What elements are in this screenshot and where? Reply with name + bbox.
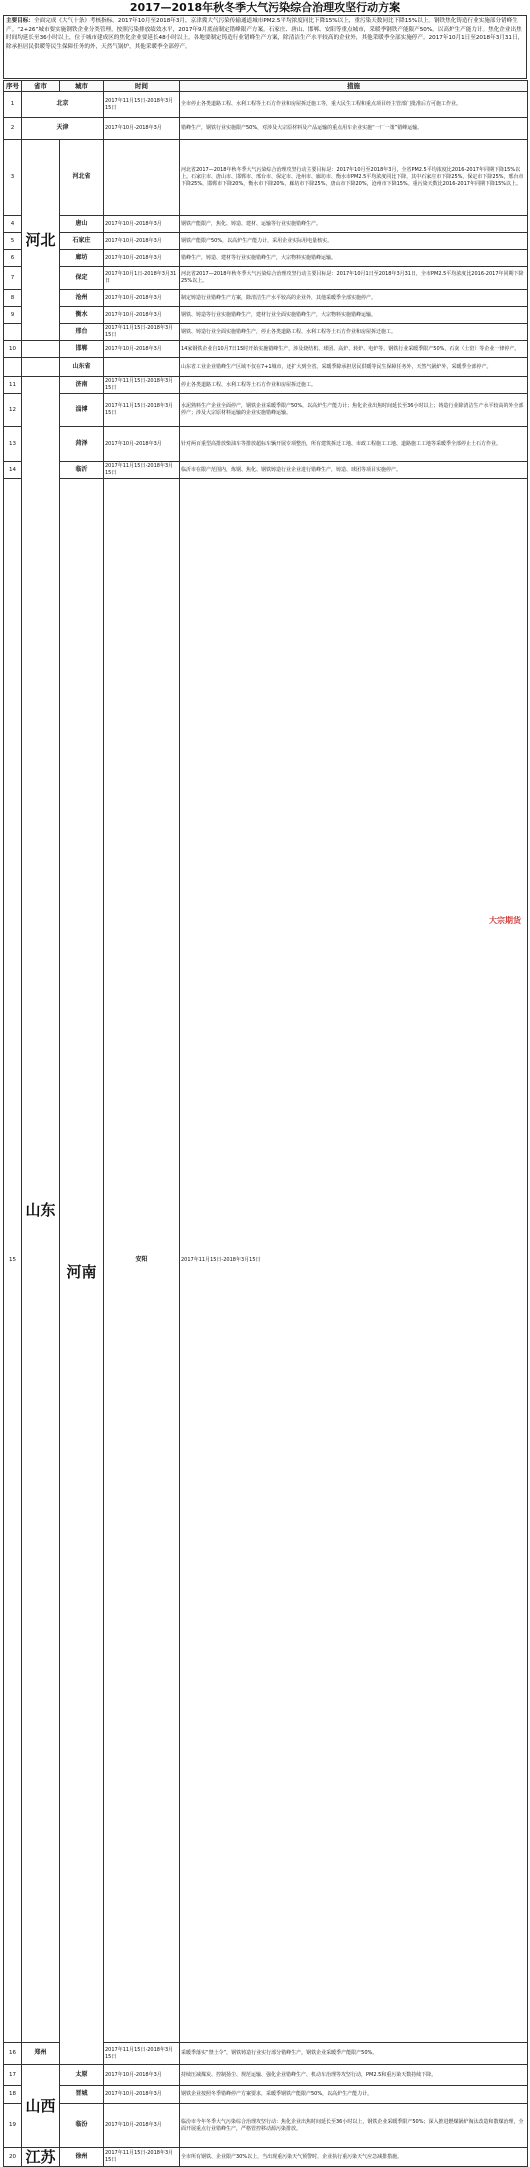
row-measures: 山东省工业企业错峰生产区域不仅在7+1城市，还扩大到全省。采暖季除承担居民供暖等民生保障任务外，天然气锅炉外，采暖季全部停产。 xyxy=(180,358,528,377)
row-measures: 14家钢铁企业自10月7日15时开始实施错峰生产，涉及烧结机、球团、高炉、转炉、电炉等，钢铁行业采暖季限产50%，石灰（土窑）等企业一律停产。 xyxy=(180,341,528,358)
row-city: 河北省 xyxy=(60,140,104,216)
row-measures: 错峰生产，钢铁行业实施限产50%，对涉及大宗原材料及产品运输的重点用车企业实施“一厂一策”错峰运输。 xyxy=(180,118,528,140)
row-time xyxy=(104,358,180,377)
row-time xyxy=(104,140,180,216)
row-province: 山东 xyxy=(22,377,60,2043)
row-measures: 水泥熟料生产企业全面停产，钢铁企业采暖季限产50%，以高炉生产能力计；焦化企业出焦时间延长至36小时以上；铸造行业除清洁生产水平较高的外全部停产；涉及大宗原材料运输的企业实施错峰运输。 xyxy=(180,394,528,427)
table-row xyxy=(4,250,528,267)
row-measures: 钢铁企业按照冬季错峰停产方案要求，采暖季钢铁产能限产50%，以高炉生产能力计。 xyxy=(180,2086,528,2104)
action-plan-table xyxy=(3,80,528,2167)
intro-text-block xyxy=(3,15,527,79)
row-city: 临汾 xyxy=(60,2104,104,2148)
row-time: 2017年10月-2018年3月 xyxy=(104,427,180,462)
row-city: 邯郸 xyxy=(60,341,104,358)
row-time: 2017年10月-2018年3月 xyxy=(104,341,180,358)
row-number: 4 xyxy=(4,216,22,233)
header-no: 序号 xyxy=(4,81,22,92)
row-number: 13 xyxy=(4,427,22,462)
row-measures: 采暖季落实“禁土令”，钢铁铸造行业实行部分错峰生产，钢铁企业采暖季产能限产50%。 xyxy=(180,2043,528,2065)
row-measures: 错峰生产，铸造、建材等行业实施错峰生产，大宗物料实施错峰运输。 xyxy=(180,250,528,267)
table-row xyxy=(4,479,528,2043)
row-measures: 河北省2017—2018年秋冬季大气污染综合治理攻坚行动主要目标是：2017年10月1日至2018年3月31日，全市PM2.5平均浓度比2016-2017年同期下降25%以上。 xyxy=(180,267,528,290)
row-number: 8 xyxy=(4,290,22,307)
row-time: 2017年10月-2018年3月 xyxy=(104,290,180,307)
row-time: 2017年10月-2018年3月 xyxy=(104,233,180,250)
row-time: 2017年11月15日-2018年3月15日 xyxy=(104,394,180,427)
row-city: 郑州 xyxy=(22,2043,60,2065)
table-row xyxy=(4,2086,528,2104)
row-city: 衡水 xyxy=(60,307,104,324)
table-row xyxy=(4,290,528,307)
row-time: 2017年10月-2018年3月 xyxy=(104,2086,180,2104)
table-row xyxy=(4,216,528,233)
header-province: 省市 xyxy=(22,81,60,92)
table-row xyxy=(4,358,528,377)
row-province: 山西 xyxy=(22,2065,60,2148)
row-city: 临沂 xyxy=(60,462,104,479)
row-time: 2017年11月15日-2018年3月15日 xyxy=(104,377,180,394)
row-number: 17 xyxy=(4,2065,22,2086)
row-province: 江苏 xyxy=(22,2148,60,2167)
row-city: 太原 xyxy=(60,2065,104,2086)
row-city: 晋城 xyxy=(60,2086,104,2104)
row-city: 唐山 xyxy=(60,216,104,233)
row-measures: 钢铁产能限产，焦化、铸造、建材、运输等行业实施错峰生产。 xyxy=(180,216,528,233)
row-city: 菏泽 xyxy=(60,427,104,462)
table-header-row xyxy=(4,81,528,92)
row-number: 15 xyxy=(4,479,22,2043)
row-measures: 停止各类道路工程、水利工程等土石方作业和房屋拆迁施工。 xyxy=(180,377,528,394)
row-province xyxy=(22,341,60,358)
row-time: 2017年11月15日-2018年3月15日 xyxy=(104,2043,180,2065)
row-time: 2017年10月-2018年3月 xyxy=(104,2104,180,2148)
row-number: 1 xyxy=(4,92,22,118)
row-time: 2017年10月-2018年3月 xyxy=(104,307,180,324)
row-time: 2017年11月15日-2018年3月15日 xyxy=(104,462,180,479)
row-number: 7 xyxy=(4,267,22,290)
row-time: 2017年10月-2018年3月 xyxy=(104,2065,180,2086)
table-row xyxy=(4,307,528,324)
header-time: 时间 xyxy=(104,81,180,92)
table-row xyxy=(4,2104,528,2148)
table-row xyxy=(4,394,528,427)
row-number: 3 xyxy=(4,140,22,216)
row-city: 北京 xyxy=(22,92,104,118)
row-number: 20 xyxy=(4,2148,22,2167)
table-row xyxy=(4,427,528,462)
row-city: 沧州 xyxy=(60,290,104,307)
row-province xyxy=(22,358,60,377)
table-row xyxy=(4,267,528,290)
row-time: 2017年10月-2018年3月 xyxy=(104,118,180,140)
row-measures: 河北省2017—2018年秋冬季大气污染综合治理攻坚行动主要目标是：2017年10月至2018年3月，全省PM2.5平均浓度比2016-2017年同期下降15%以上。石家庄市、唐山市、邯郸市、邢台市、保定市、沧州市、廊坊市、衡水市PM2.5平均浓度同比下降，其中石家庄市下降25%，保定市下降25%，邢台市下降25%，邯郸市下降20%，衡水市下降20%，廊坊市下降25%，唐山市下降20%，沧州市下降15%。重污染天数比2016-2017年同期下降15%以上。 xyxy=(180,140,528,216)
intro-label: 主要目标： xyxy=(6,18,34,24)
row-measures: 针对两百重型高排放柴油车等排放超标车辆开展专项整治，所有建筑拆迁工地、市政工程施工工地、道路施工工地等采暖季全部停止土石方作业。 xyxy=(180,427,528,462)
row-measures: 临汾市今年冬季大气污染综合治理攻坚行动：焦化企业出焦时间延长至36小时以上，钢铁企业采暖季限产50%；深入推进燃煤锅炉淘汰改造和散煤治理，全面开展重点行业错峰生产，严格管控移动源污染排放。 xyxy=(180,2104,528,2148)
row-city: 济南 xyxy=(60,377,104,394)
row-measures: 钢铁、铸造行业全面实施错峰生产，停止各类道路工程、水利工程等土石方作业和房屋拆迁施工。 xyxy=(180,324,528,341)
table-row xyxy=(4,2148,528,2167)
row-measures: 全市所有钢铁、企业限产30%以上，当出现重污染天气预警时，企业执行重污染天气应急减排措施。 xyxy=(180,2148,528,2167)
row-time: 2017年10月-2018年3月 xyxy=(104,216,180,233)
table-row xyxy=(4,324,528,341)
watermark-logo: 大宗期货 xyxy=(486,914,524,927)
row-number: 2 xyxy=(4,118,22,140)
row-number: 18 xyxy=(4,2086,22,2104)
row-number xyxy=(4,324,22,341)
row-city: 廊坊 xyxy=(60,250,104,267)
row-province: 河南 xyxy=(60,479,104,2065)
row-time: 2017年11月15日-2018年3月15日 xyxy=(104,2148,180,2167)
table-row xyxy=(4,377,528,394)
table-row xyxy=(4,2065,528,2086)
table-row xyxy=(4,140,528,216)
table-row xyxy=(4,341,528,358)
row-number: 6 xyxy=(4,250,22,267)
row-time: 2017年10月-2018年3月 xyxy=(104,250,180,267)
row-measures: 全市停止各类道路工程、水利工程等土石方作业和房屋拆迁施工等，重大民生工程和重点项目经主管部门批准后方可施工作业。 xyxy=(180,92,528,118)
table-row xyxy=(4,462,528,479)
row-time: 2017年11月15日-2018年3月15日 xyxy=(104,92,180,118)
row-city: 邢台 xyxy=(60,324,104,341)
row-time: 2017年11月15日-2018年3月15日 xyxy=(180,479,528,2043)
row-city: 天津 xyxy=(22,118,104,140)
row-city: 山东省 xyxy=(60,358,104,377)
row-province: 河北 xyxy=(22,140,60,341)
row-number: 5 xyxy=(4,233,22,250)
document-title: 2017—2018年秋冬季大气污染综合治理攻坚行动方案 xyxy=(129,1,401,14)
header-city: 城市 xyxy=(60,81,104,92)
row-measures: 制定铸造行业错峰生产方案，除清洁生产水平较高的企业外，其他采暖季全部实施停产。 xyxy=(180,290,528,307)
row-number xyxy=(4,358,22,377)
row-city: 徐州 xyxy=(60,2148,104,2167)
row-number: 10 xyxy=(4,341,22,358)
row-measures: 钢铁、铸造等行业实施错峰生产，建材行业全面实施错峰生产，大宗物料实施错峰运输。 xyxy=(180,307,528,324)
row-city: 安阳 xyxy=(104,479,180,2043)
row-time: 2017年11月15日-2018年3月15日 xyxy=(104,324,180,341)
table-row xyxy=(4,92,528,118)
row-number: 12 xyxy=(4,394,22,427)
row-measures: 临沂市在限产范围内，炼钢、焦化、钢铁铸造行业企业进行错峰生产，铸造、球团等项目实施停产。 xyxy=(180,462,528,479)
row-measures: 持续压减煤炭、控制扬尘、规范运输、强化企业错峰生产、机动车治理等攻坚行动，PM2.5和重污染天数持续下降。 xyxy=(180,2065,528,2086)
row-number: 16 xyxy=(4,2043,22,2065)
row-time: 2017年10月1日-2018年3月31日 xyxy=(104,267,180,290)
row-city: 保定 xyxy=(60,267,104,290)
row-number: 14 xyxy=(4,462,22,479)
row-measures: 钢铁产能限产50%，以高炉生产能力计，采用企业实际用电量核实。 xyxy=(180,233,528,250)
header-measures: 措施 xyxy=(180,81,528,92)
table-row xyxy=(4,118,528,140)
intro-body: 全面完成《大气十条》考核指标。2017年10月至2018年3月，京津冀大气污染传输通道城市PM2.5平均浓度同比下降15%以上，重污染天数同比下降15%以上。钢铁焦化铸造行业实施部分错峰生产。“2+26”城市要实施钢铁企业分类管理，按照污染排放绩效水平，2017年9月底前制定错峰限产方案。石家庄、唐山、邯郸、安阳等重点城市，采暖季钢铁产能限产50%，以高炉生产能力计。焦化企业出焦时间均延长至36小时以上，位于城市建成区的焦化企业要延长48小时以上。各地要制定铸造行业错峰生产方案，除清洁生产水平较高的企业外，其他采暖季全部实施停产。2017年10月1日至2018年3月31日，除承担居民供暖等民生保障任务的外，天然气锅炉，其他采暖季全部停产。 xyxy=(6,18,524,50)
row-city: 石家庄 xyxy=(60,233,104,250)
row-number: 19 xyxy=(4,2104,22,2148)
table-row xyxy=(4,233,528,250)
row-city: 淄博 xyxy=(60,394,104,427)
row-number: 9 xyxy=(4,307,22,324)
row-number: 11 xyxy=(4,377,22,394)
